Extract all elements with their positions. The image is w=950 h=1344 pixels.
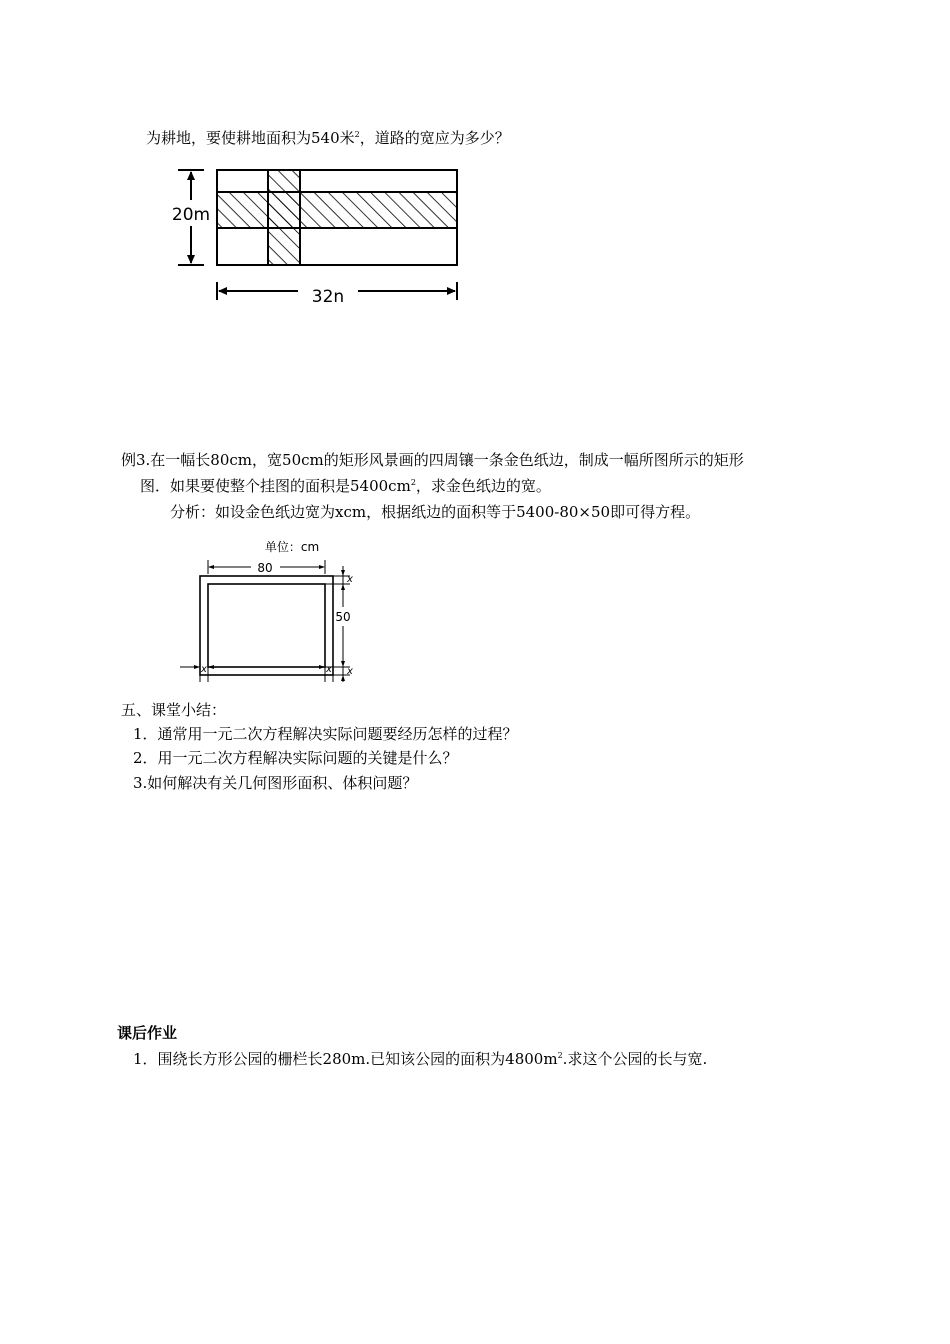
problem2-sup: 2 bbox=[354, 130, 360, 139]
homework-item-1 bbox=[133, 1049, 707, 1069]
summary-item-3: 3.如何解决有关几何图形面积、体积问题？ bbox=[133, 774, 418, 792]
x-label-top-right: x bbox=[347, 574, 353, 585]
unit-label: 单位：cm bbox=[264, 540, 320, 554]
example3-line2-before: 图．如果要使整个挂图的面积是5400cm bbox=[140, 477, 411, 495]
example3-line2 bbox=[140, 476, 551, 496]
x-label-bottom-right: x bbox=[347, 666, 353, 677]
outer-frame bbox=[200, 576, 333, 675]
field-road-figure bbox=[168, 160, 468, 310]
horizontal-road bbox=[217, 192, 457, 228]
example3-line2-after: ，求金色纸边的宽。 bbox=[415, 477, 551, 495]
problem2-text-before: 为耕地，要使耕地面积为540米 bbox=[146, 129, 355, 147]
x-label-bottom-mid: x bbox=[326, 664, 332, 675]
inner-picture bbox=[208, 584, 325, 667]
summary-item-1: 1．通常用一元二次方程解决实际问题要经历怎样的过程？ bbox=[133, 725, 518, 743]
vertical-road bbox=[268, 170, 300, 265]
problem2-question bbox=[146, 128, 510, 148]
x-label-bottom-left: x bbox=[201, 664, 207, 675]
homework-item-1-after: .求这个公园的长与宽. bbox=[562, 1050, 708, 1068]
example3-sup: 2 bbox=[410, 478, 416, 487]
homework-heading: 课后作业 bbox=[117, 1024, 178, 1042]
top-dimension-label: 80 bbox=[257, 561, 273, 575]
example3-line1: 例3.在一幅长80cm，宽50cm的矩形风景画的四周镶一条金色纸边，制成一幅所图所示的矩形 bbox=[121, 451, 744, 469]
homework-item-1-sup: 2 bbox=[557, 1051, 563, 1060]
frame-figure bbox=[175, 536, 365, 682]
summary-item-2: 2．用一元二次方程解决实际问题的关键是什么？ bbox=[133, 749, 458, 767]
width-label: 32n bbox=[311, 287, 345, 307]
height-label: 20m bbox=[171, 205, 211, 225]
example3-analysis: 分析：如设金色纸边宽为xcm，根据纸边的面积等于5400-80×50即可得方程。 bbox=[170, 503, 701, 521]
problem2-text-after: ，道路的宽应为多少？ bbox=[359, 129, 510, 147]
side-dimension-label: 50 bbox=[335, 610, 351, 624]
summary-heading: 五、课堂小结： bbox=[121, 701, 227, 719]
homework-item-1-before: 1．围绕长方形公园的栅栏长280m.已知该公园的面积为4800m bbox=[133, 1050, 558, 1068]
